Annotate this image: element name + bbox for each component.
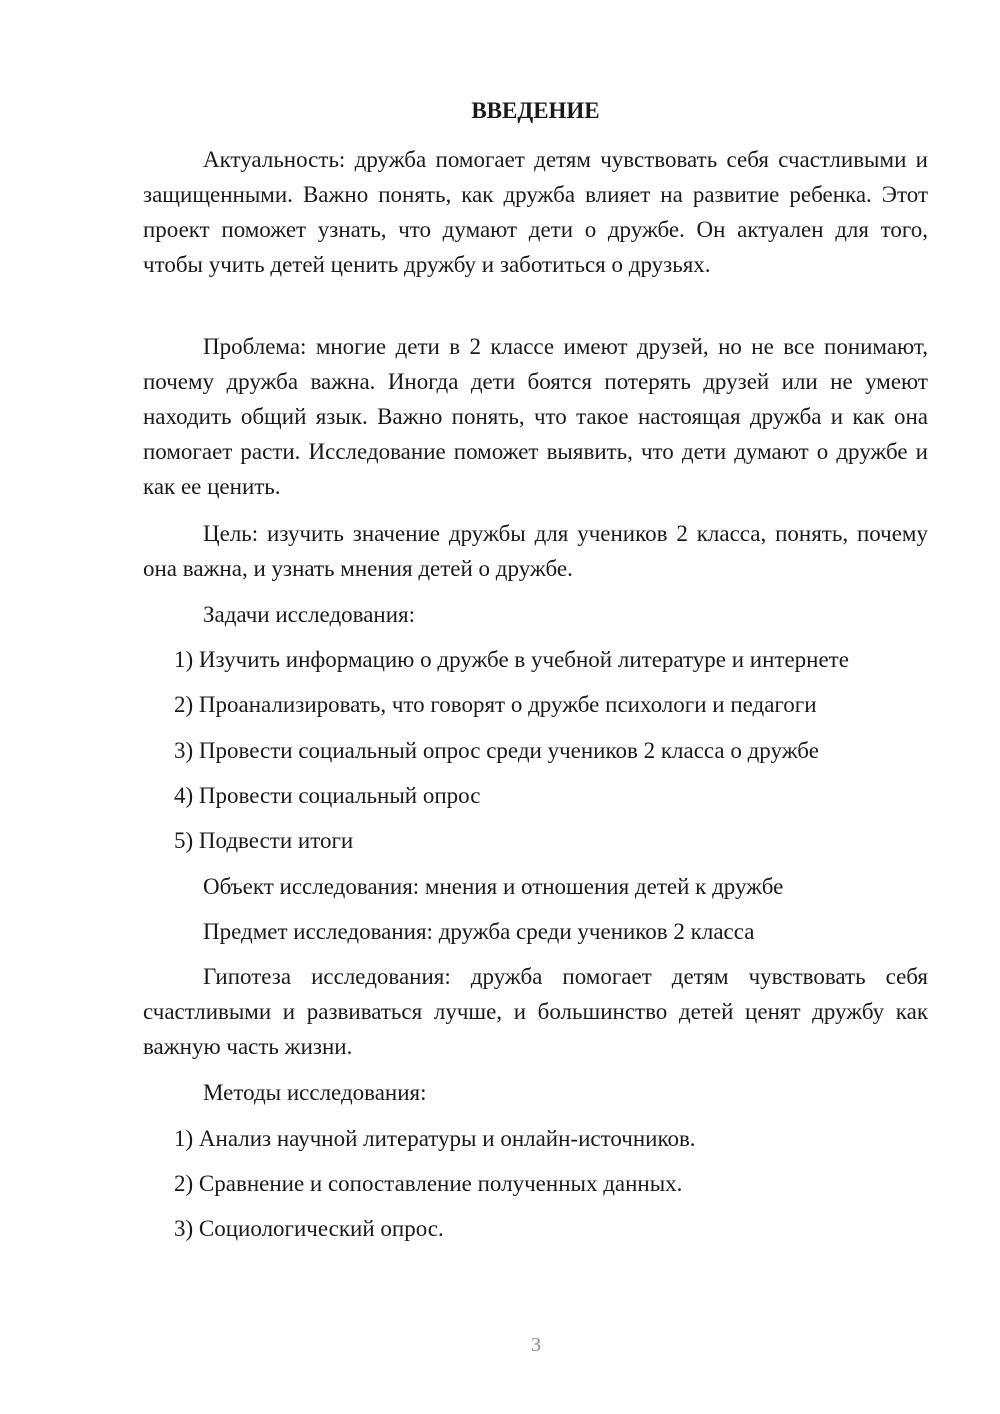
task-item: 5) Подвести итоги xyxy=(174,828,354,853)
task-item: 2) Проанализировать, что говорят о дружбе психологи и педагоги xyxy=(174,692,817,717)
problem-paragraph: Проблема: многие дети в 2 классе имеют друзей, но не все понимают, почему дружба важна. Иногда дети боятся потерять друзей или не умеют находить общий язык. Важно понять, что такое настоящая дружба и как она помогает расти. Исследование поможет выявить, что дети думают о дружбе и как ее ценить. xyxy=(143,334,928,499)
research-object: Объект исследования: мнения и отношения детей к дружбе xyxy=(203,874,784,899)
research-subject: Предмет исследования: дружба среди учеников 2 класса xyxy=(203,919,755,944)
relevance-paragraph: Актуальность: дружба помогает детям чувствовать себя счастливыми и защищенными. Важно понять, как дружба влияет на развитие ребенка. Этот проект поможет узнать, что думают дети о дружбе. Он актуален для того, чтобы учить детей ценить дружбу и заботиться о друзьях. xyxy=(143,147,928,277)
task-item: 4) Провести социальный опрос xyxy=(174,783,481,808)
page-number: 3 xyxy=(531,1334,541,1356)
method-item: 3) Социологический опрос. xyxy=(174,1216,444,1241)
hypothesis-paragraph: Гипотеза исследования: дружба помогает детям чувствовать себя счастливыми и развиваться лучше, и большинство детей ценят дружбу как важную часть жизни. xyxy=(143,964,928,1059)
task-item: 3) Провести социальный опрос среди учеников 2 класса о дружбе xyxy=(174,738,819,763)
methods-heading: Методы исследования: xyxy=(203,1080,427,1105)
section-title: ВВЕДЕНИЕ xyxy=(471,98,600,123)
goal-paragraph: Цель: изучить значение дружбы для учеников 2 класса, понять, почему она важна, и узнать мнения детей о дружбе. xyxy=(143,521,928,581)
method-item: 1) Анализ научной литературы и онлайн-источников. xyxy=(174,1126,696,1151)
tasks-heading: Задачи исследования: xyxy=(203,602,416,627)
method-item: 2) Сравнение и сопоставление полученных данных. xyxy=(174,1171,683,1196)
task-item: 1) Изучить информацию о дружбе в учебной литературе и интернете xyxy=(174,647,849,672)
